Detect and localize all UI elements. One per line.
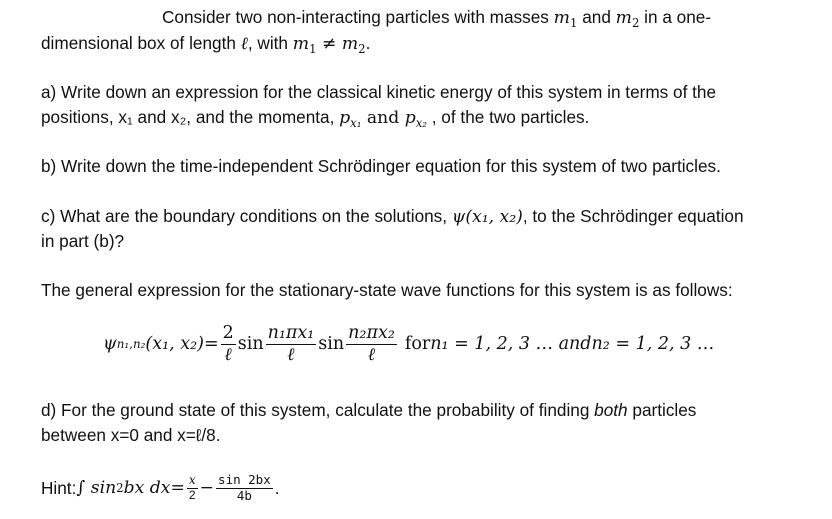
part-d-line-1: d) For the ground state of this system, calculate the probability of finding both particles <box>41 400 697 420</box>
first-sine-argument: $\frac{\text{n₁πx₁}}{\text{ℓ}}$ <box>267 323 315 365</box>
second-sine-argument: $\frac{\text{n₂πx₂}}{\text{ℓ}}$ <box>348 323 395 365</box>
wavefunction-equation: ψ n₁,n₂ (x₁, x₂) = $\frac{2}{\text{ℓ}}$ sin $\frac{\text{n₁πx₁}}{\text{ℓ}}$ sin $\frac{\text{n₂πx₂}}{\text{ℓ}}$ for n₁ = 1, 2, 3 … and n₂ = 1, 2, 3 … <box>103 323 715 365</box>
part-b-line: b) Write down the time-independent Schrödinger equation for this system of two particles. <box>41 156 721 176</box>
general-expression-line: The general expression for the stationary-state wave functions for this system is as follows: <box>41 280 733 300</box>
part-a-line-1: a) Write down an expression for the classical kinetic energy of this system in terms of the <box>41 82 717 102</box>
part-c-line-1: c) What are the boundary conditions on the solutions, ψ(x₁, x₂), to the Schrödinger equation <box>41 206 744 227</box>
intro-line-2: dimensional box of length ℓ, with $m_1 \ne m_2$. <box>41 33 371 57</box>
part-c-line-2: in part (b)? <box>41 231 125 251</box>
x-over-2-fraction: $\frac{x}{2}$ <box>188 472 196 502</box>
part-a-line-2: positions, x₁ and x₂, and the momenta, $p_{x_1}$ and $p_{x_2}$ , of the two particles. <box>41 107 590 131</box>
two-over-ell-fraction: $\frac{2}{\text{ℓ}}$ <box>222 323 234 365</box>
sin2bx-over-4b-fraction: $\frac{\sin 2bx}{4b}$ <box>218 472 271 503</box>
intro-line-1: Consider two non-interacting particles with masses $m_1$ and $m_2$ in a one- <box>162 7 712 31</box>
hint-line: Hint: ∫ sin 2 bx dx = $\frac{x}{2}$ − $\frac{\sin 2bx}{4b}$ . <box>41 472 280 503</box>
part-d-line-2: between x=0 and x=ℓ/8. <box>41 425 221 445</box>
